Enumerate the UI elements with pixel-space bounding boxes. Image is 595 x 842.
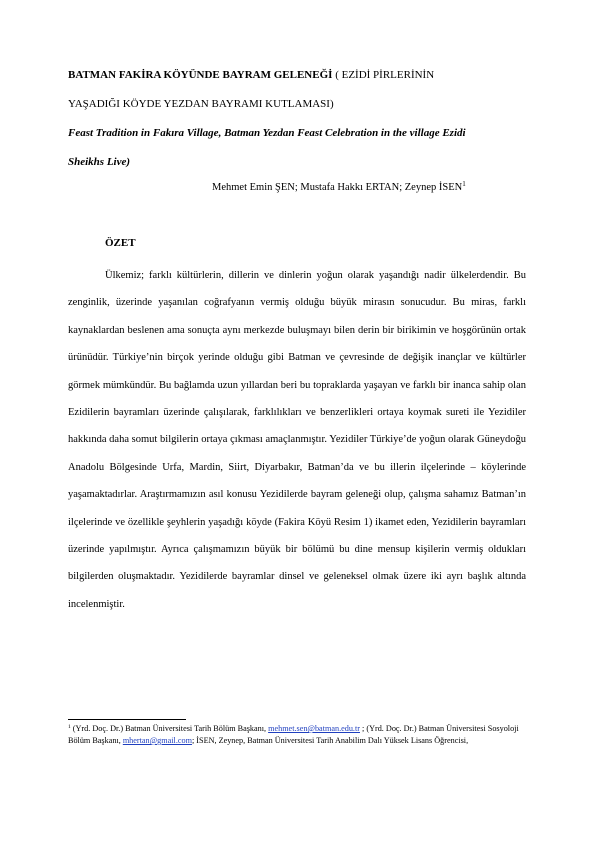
english-title-line-2: Sheikhs Live) (68, 156, 131, 168)
author-list (212, 181, 466, 195)
email-link-2[interactable]: mhertan@gmail.com (122, 736, 192, 745)
title-line-1 (68, 68, 434, 82)
abstract-heading: ÖZET (105, 237, 136, 249)
author-names: Mehmet Emin ŞEN; Mustafa Hakkı ERTAN; Zeynep İSEN (212, 182, 463, 193)
footnote-divider (68, 719, 186, 720)
email-link-1[interactable]: mehmet.sen@batman.edu.tr (268, 724, 360, 733)
footnote-text-2: ; (Yrd. Doç. Dr.) Batman Üniversitesi Sosyoloji Bölüm Başkanı, (68, 724, 519, 745)
english-title-line-1: Feast Tradition in Fakıra Village, Batman Yezdan Feast Celebration in the village Ezidi (68, 127, 466, 139)
title-regular: ( EZİDİ PİRLERİNİN (332, 69, 435, 81)
footnote-mark: 1 (68, 724, 71, 730)
title-line-2: YAŞADIĞI KÖYDE YEZDAN BAYRAMI KUTLAMASI) (68, 98, 334, 110)
footnote (68, 723, 528, 747)
author-footnote-mark[interactable]: 1 (462, 180, 466, 188)
title-bold: BATMAN FAKİRA KÖYÜNDE BAYRAM GELENEĞİ (68, 69, 333, 81)
footnote-text-3: ; İSEN, Zeynep, Batman Üniversitesi Tarih Anabilim Dalı Yüksek Lisans Öğrencisi, (191, 736, 469, 745)
abstract-paragraph: Ülkemiz; farklı kültürlerin, dillerin ve dinlerin yoğun olarak yaşandığı nadir ülkelerdendir. Bu zenginlik, üzerinde yaşanılan coğrafyanın vermiş olduğu büyük mirasın sonucudur. Bu miras, farklı kaynaklardan beslenen ama sonuçta aynı merkezde buluşmayı bilen derin bir birikimin ve hoşgörünün ortak ürünüdür. Türkiye’nin birçok yerinde olduğu gibi Batman ve çevresinde de değişik inançlar ve kültürler görmek mümkündür. Bu bağlamda uzun yıllardan beri bu topraklarda yaşayan ve farklı bir inanca sahip olan Ezidilerin bayramları üzerinde çalışılarak, farklılıkları ve benzerlikleri ortaya koymak sureti ile Yezidiler hakkında daha somut bilgilerin ortaya çıkması amaçlanmıştır. Yezidiler Türkiye’de yoğun olarak Güneydoğu Anadolu Bölgesinde Urfa, Mardin, Siirt, Diyarbakır, Batman’da ve bu illerin ilçelerinde – köylerinde yaşamaktadırlar. Araştırmamızın asıl konusu Yezidilerde bayram geleneği olup, çalışma sahamız Batman’ın ilçelerinde ve özellikle şeyhlerin yaşadığı köyde (Fakira Köyü Resim 1) ikamet eden, Yezidilerin bayramları üzerinde yapılmıştır. Ayrıca çalışmamızın büyük bir bölümü bu dine mensup kişilerin vermiş oldukları bilgilerden oluşmaktadır. Yezidilerde bayramlar dinsel ve geleneksel olmak üzere iki ayrı başlık altında incelenmiştir. (68, 270, 526, 610)
footnote-text-1: (Yrd. Doç. Dr.) Batman Üniversitesi Tarih Bölüm Başkanı, (70, 724, 269, 733)
